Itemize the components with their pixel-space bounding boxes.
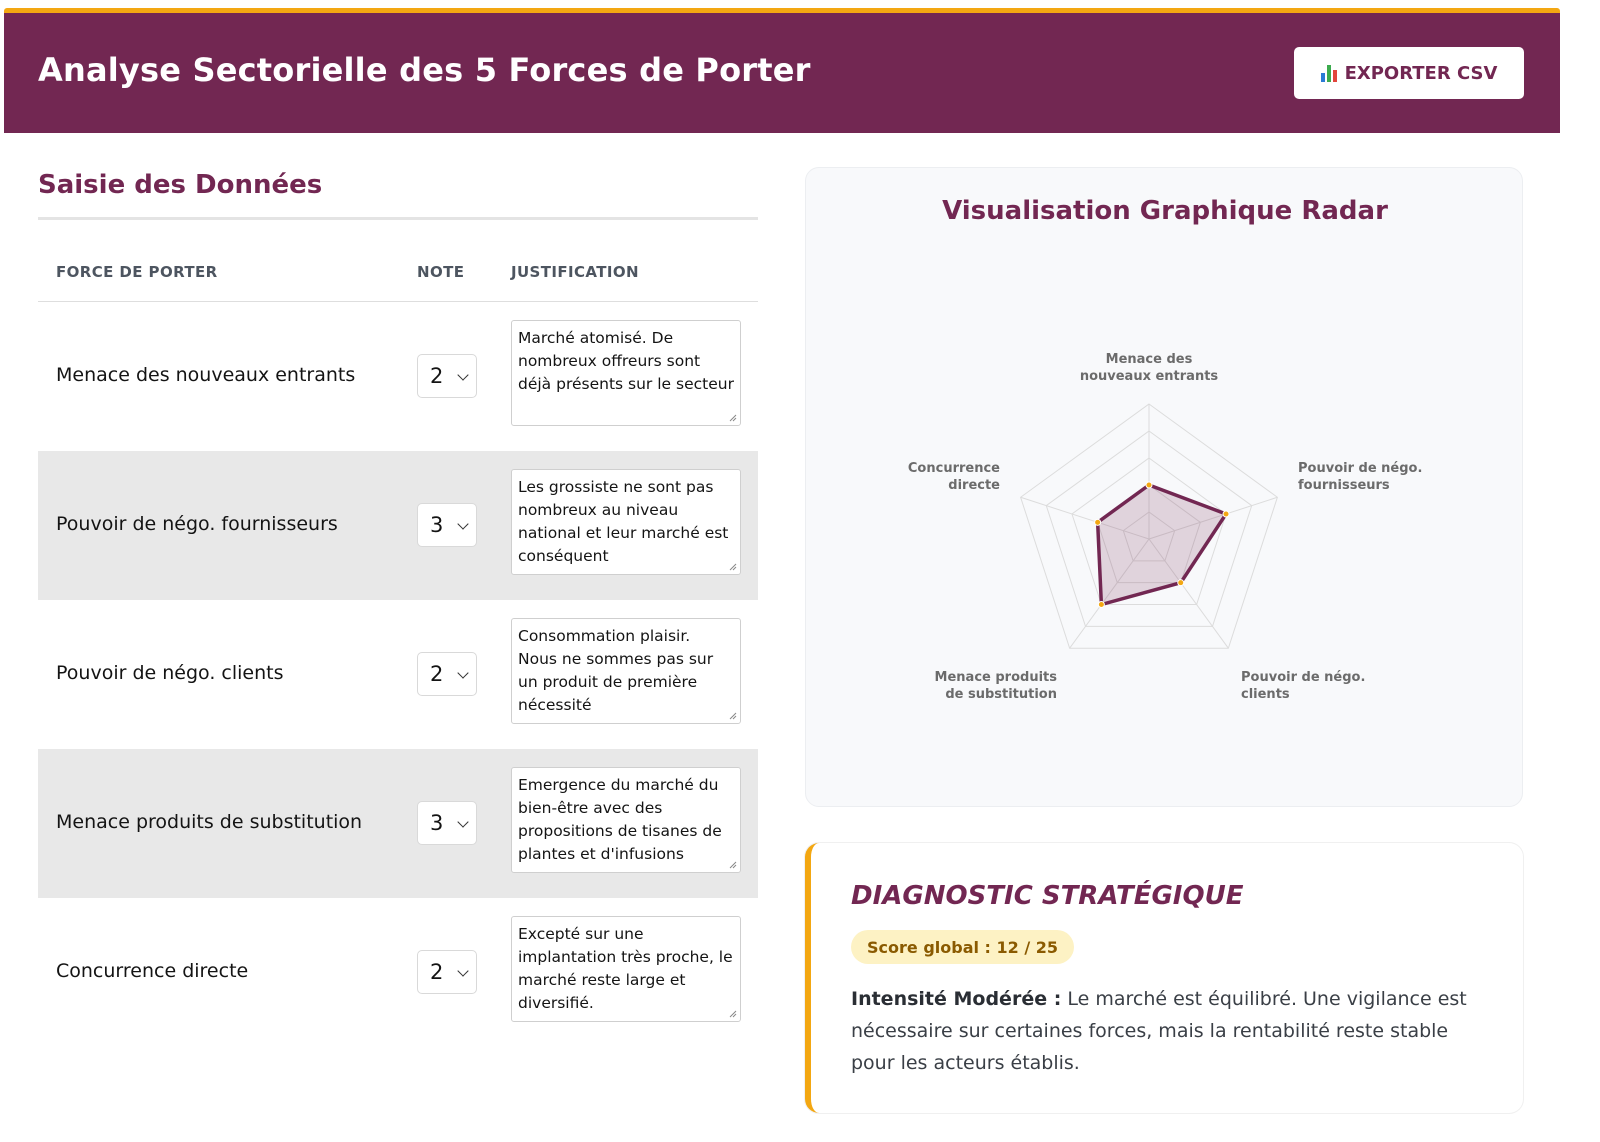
radar-card xyxy=(805,167,1523,807)
resize-grip-icon[interactable] xyxy=(728,1009,737,1018)
intensity-label: Intensité Modérée : xyxy=(851,988,1062,1010)
table-header xyxy=(38,250,758,302)
radar-data-point xyxy=(1223,511,1229,517)
table-row xyxy=(38,451,758,600)
note-select[interactable] xyxy=(417,652,477,696)
force-label: Concurrence directe xyxy=(56,960,249,982)
note-value: 3 xyxy=(430,513,444,537)
note-select[interactable] xyxy=(417,354,477,398)
radar-data-point xyxy=(1146,482,1152,488)
justification-textarea[interactable] xyxy=(511,469,741,575)
justification-textarea[interactable] xyxy=(511,916,741,1022)
justification-text: Marché atomisé. De nombreux offreurs sont déjà présents sur le secteur xyxy=(518,329,734,393)
justification-textarea[interactable] xyxy=(511,320,741,426)
page-title: Analyse Sectorielle des 5 Forces de Porter xyxy=(38,51,811,89)
justification-text: Les grossiste ne sont pas nombreux au niveau national et leur marché est conséquent xyxy=(518,478,729,565)
radar-data-point xyxy=(1178,580,1184,586)
justification-textarea[interactable] xyxy=(511,767,741,873)
radar-axis-label: Menace produits de substitution xyxy=(934,670,1057,702)
score-badge: Score global : 12 / 25 xyxy=(851,930,1074,964)
table-row xyxy=(38,898,758,1047)
force-label: Menace des nouveaux entrants xyxy=(56,364,356,386)
note-select[interactable] xyxy=(417,801,477,845)
table-row xyxy=(38,600,758,749)
input-section-title: Saisie des Données xyxy=(38,170,323,200)
diagnostic-title: DIAGNOSTIC STRATÉGIQUE xyxy=(851,881,1244,911)
note-value: 2 xyxy=(430,364,444,388)
radar-axis-label: Menace des nouveaux entrants xyxy=(1079,352,1219,384)
chevron-down-icon xyxy=(457,369,468,380)
note-value: 3 xyxy=(430,811,444,835)
section-divider xyxy=(38,217,758,220)
note-value: 2 xyxy=(430,960,444,984)
table-row xyxy=(38,302,758,451)
justification-textarea[interactable] xyxy=(511,618,741,724)
export-csv-label: EXPORTER CSV xyxy=(1344,62,1498,84)
chevron-down-icon xyxy=(457,518,468,529)
resize-grip-icon[interactable] xyxy=(728,413,737,422)
resize-grip-icon[interactable] xyxy=(728,711,737,720)
bar-chart-icon xyxy=(1321,65,1337,82)
force-label: Menace produits de substitution xyxy=(56,811,363,833)
justification-text: Consommation plaisir. Nous ne sommes pas sur un produit de première nécessité xyxy=(518,627,714,714)
radar-title: Visualisation Graphique Radar xyxy=(942,196,1388,226)
chevron-down-icon xyxy=(457,667,468,678)
force-label: Pouvoir de négo. clients xyxy=(56,662,284,684)
radar-axis-label: Pouvoir de négo. fournisseurs xyxy=(1298,461,1423,493)
table-row xyxy=(38,749,758,898)
column-header-note: NOTE xyxy=(417,263,465,281)
diagnostic-card xyxy=(805,843,1523,1113)
resize-grip-icon[interactable] xyxy=(728,860,737,869)
radar-data-area xyxy=(1098,485,1226,605)
export-csv-button[interactable] xyxy=(1294,47,1524,99)
radar-data-point xyxy=(1098,602,1104,608)
app-header xyxy=(4,13,1560,133)
column-header-force: FORCE DE PORTER xyxy=(56,263,218,281)
chevron-down-icon xyxy=(457,965,468,976)
radar-axis-label: Pouvoir de négo. clients xyxy=(1241,670,1366,702)
diagnostic-text xyxy=(851,983,1491,1079)
resize-grip-icon[interactable] xyxy=(728,562,737,571)
diagnostic-accent-bar xyxy=(805,843,819,1113)
note-value: 2 xyxy=(430,662,444,686)
diagnostic-description: Le marché est équilibré. Une vigilance est nécessaire sur certaines forces, mais la rentabilité reste stable pour les acteurs établis. xyxy=(851,988,1467,1074)
radar-axis-label: Concurrence directe xyxy=(907,461,1000,493)
chevron-down-icon xyxy=(457,816,468,827)
radar-chart xyxy=(806,168,1524,808)
note-select[interactable] xyxy=(417,950,477,994)
force-label: Pouvoir de négo. fournisseurs xyxy=(56,513,338,535)
justification-text: Emergence du marché du bien-être avec des propositions de tisanes de plantes et d'infusions xyxy=(518,776,722,863)
justification-text: Excepté sur une implantation très proche, le marché reste large et diversifié. xyxy=(518,925,733,1012)
radar-data-point xyxy=(1095,519,1101,525)
column-header-justification: JUSTIFICATION xyxy=(511,263,639,281)
note-select[interactable] xyxy=(417,503,477,547)
